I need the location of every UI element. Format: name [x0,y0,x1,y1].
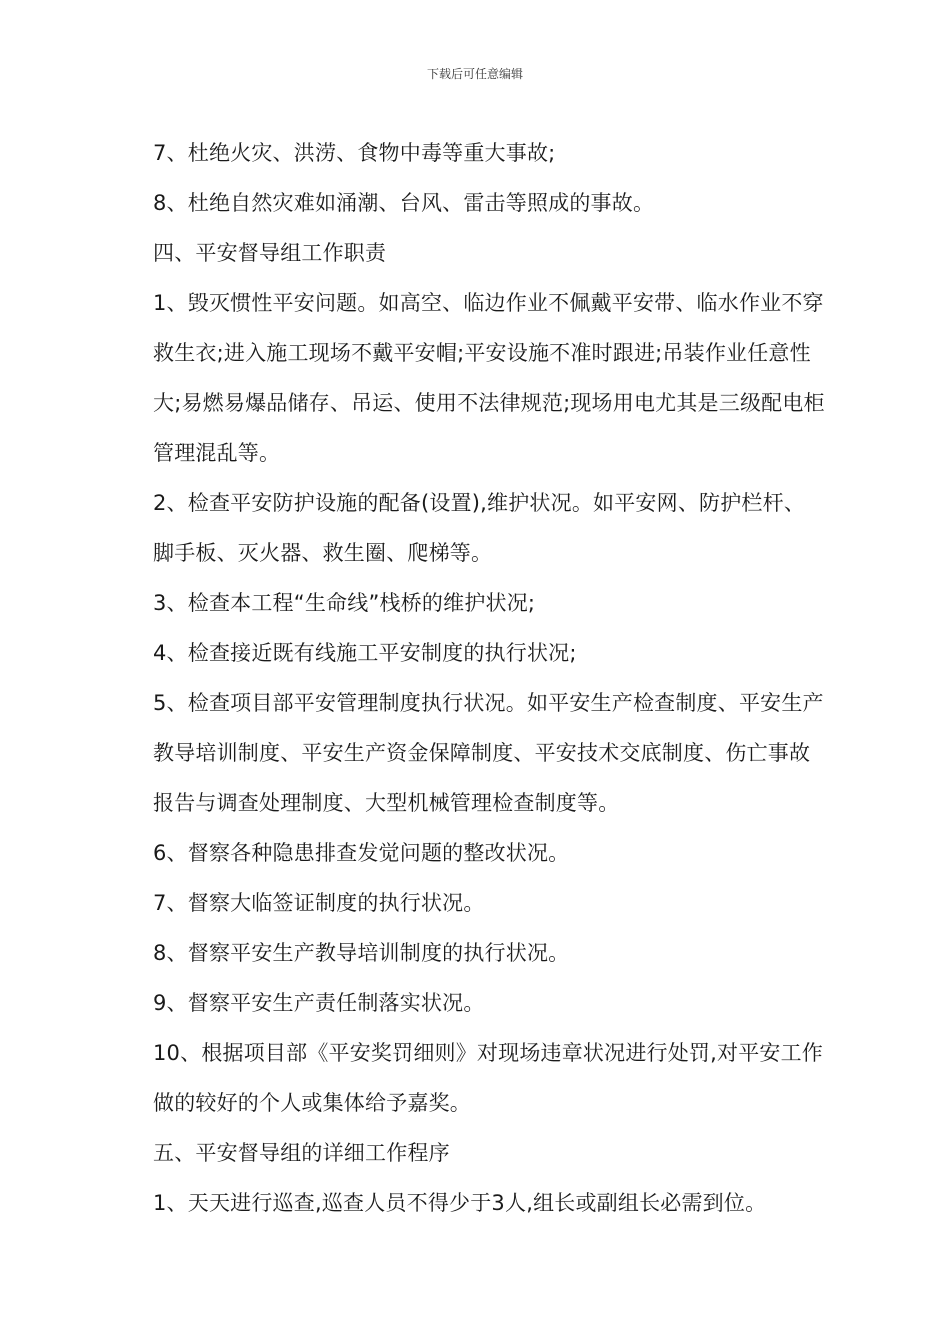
section-heading-4: 四、平安督导组工作职责 [153,241,387,265]
paragraph-duty-9: 9、督察平安生产责任制落实状况。 [153,991,485,1015]
paragraph-duty-3: 3、检查本工程“生命线”栈桥的维护状况; [153,591,536,615]
paragraph-procedure-1: 1、天天进行巡查,巡查人员不得少于3人,组长或副组长必需到位。 [153,1191,767,1215]
paragraph-item-8-natural-disaster: 8、杜绝自然灾难如涌潮、台风、雷击等照成的事故。 [153,191,655,215]
paragraph-duty-2: 2、检查平安防护设施的配备(设置),维护状况。如平安网、防护栏杆、脚手板、灭火器、救生圈、爬梯等。 [153,491,806,565]
paragraph-duty-10: 10、根据项目部《平安奖罚细则》对现场违章状况进行处罚,对平安工作做的较好的个人或集体给予嘉奖。 [153,1041,823,1115]
paragraph-duty-6: 6、督察各种隐患排查发觉问题的整改状况。 [153,841,570,865]
page-header-note: 下载后可任意编辑 [426,67,523,81]
paragraph-duty-4: 4、检查接近既有线施工平安制度的执行状况; [153,641,577,665]
paragraph-duty-7: 7、督察大临签证制度的执行状况。 [153,891,485,915]
section-heading-5: 五、平安督导组的详细工作程序 [153,1141,450,1165]
paragraph-duty-1: 1、毁灭惯性平安问题。如高空、临边作业不佩戴平安带、临水作业不穿救生衣;进入施工现场不戴平安帽;平安设施不准时跟进;吊装作业任意性大;易燃易爆品储存、吊运、使用不法律规范;现场用电尤其是三级配电柜管理混乱等。 [153,291,825,465]
document-body [145,128,825,1228]
paragraph-duty-8: 8、督察平安生产教导培训制度的执行状况。 [153,941,570,965]
paragraph-duty-5: 5、检查项目部平安管理制度执行状况。如平安生产检查制度、平安生产教导培训制度、平安生产资金保障制度、平安技术交底制度、伤亡事故报告与调查处理制度、大型机械管理检查制度等。 [153,691,824,815]
paragraph-item-7-fire-flood: 7、杜绝火灾、洪涝、食物中毒等重大事故; [153,141,556,165]
